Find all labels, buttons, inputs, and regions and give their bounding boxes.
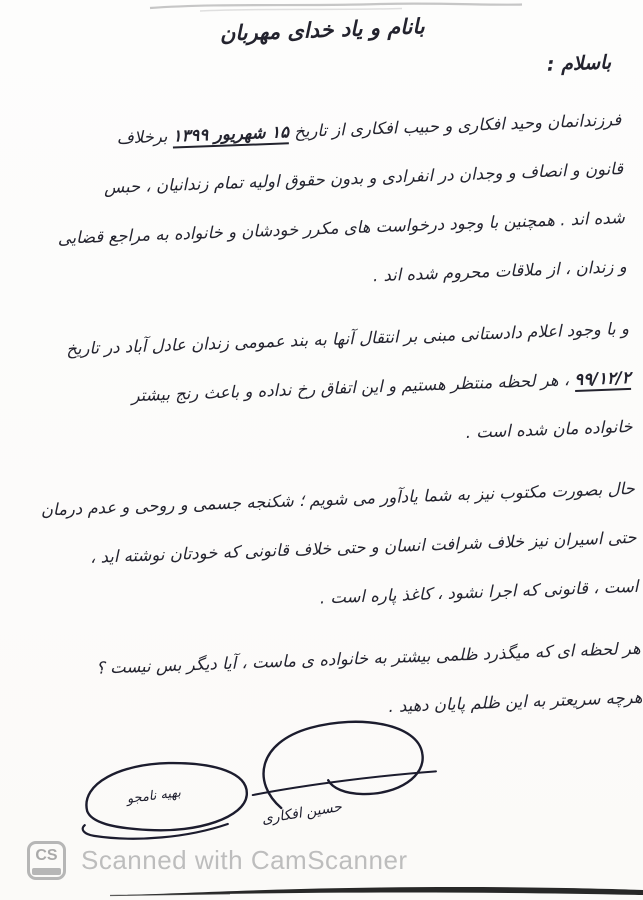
signature-bahieh-namjoo — [73, 753, 258, 848]
text-segment: خانواده مان شده است . — [465, 416, 633, 442]
letter-paragraph — [40, 464, 639, 633]
text-segment: قانون و انصاف و وجدان در انفرادی و بدون حقوق اولیه تمام زندانیان ، حبس — [103, 159, 624, 198]
text-segment: و با وجود اعلام دادستانی مبنی بر انتقال آنها به بند عمومی زندان عادل آباد در تاریخ — [65, 318, 630, 359]
signatures-row — [52, 711, 643, 855]
letter-heading: بانام و یاد خدای مهربان — [219, 14, 426, 46]
letter-paragraph — [30, 95, 628, 313]
signature-stroke-icon — [248, 714, 440, 823]
text-segment: است ، قانونی که اجرا نشود ، کاغذ پاره است . — [319, 576, 639, 608]
signature-name: حسین افکاری — [260, 798, 343, 828]
signature-name: بهیه نامجو — [125, 785, 182, 807]
text-segment: فرزندانمان وحید افکاری و حبیب افکاری از تاریخ — [288, 110, 622, 142]
letter-body — [30, 95, 643, 743]
text-segment: حتی اسیران نیز خلاف شرافت انسان و حتی خلاف قانونی که خودتان نوشته اید ، — [89, 527, 637, 567]
letter-salutation: باسلام : — [546, 51, 612, 76]
text-segment: شده اند . همچنین با وجود درخواست های مکرر خودشان و خانواده به مراجع قضایی — [57, 208, 626, 248]
signature-hossein-afkari — [248, 714, 440, 828]
underlined-date: ۹۹/۱۲/۲ — [574, 368, 631, 392]
text-segment: حال بصورت مکتوب نیز به شما یادآور می شویم ؛ شکنجه جسمی و روحی و عدم درمان — [40, 478, 636, 520]
camscanner-watermark — [27, 841, 408, 880]
letter-paragraph — [37, 304, 633, 473]
text-segment: ، هر لحظه منتظر هستیم و این اتفاق رخ نداده و باعث رنج بیشتر — [131, 369, 575, 406]
text-segment: هرچه سریعتر به این ظلم پایان دهید . — [388, 687, 643, 717]
camscanner-watermark-text: Scanned with CamScanner — [81, 845, 408, 875]
camscanner-logo-icon — [27, 841, 66, 880]
text-segment: برخلاف — [116, 126, 174, 148]
text-segment: هر لحظه ای که میگذرد ظلمی بیشتر به خانواده ی ماست ، آیا دیگر بس نیست ؟ — [95, 638, 641, 678]
underlined-date: ۱۵ شهریور ۱۳۹۹ — [172, 122, 289, 148]
camscanner-badge-letters: CS — [35, 847, 58, 864]
paper-edge-artifact-bottom — [0, 882, 643, 900]
text-segment: و زندان ، از ملاقات محروم شده اند . — [372, 256, 627, 286]
camscanner-badge-bar — [32, 868, 61, 875]
letter-content — [26, 0, 643, 854]
